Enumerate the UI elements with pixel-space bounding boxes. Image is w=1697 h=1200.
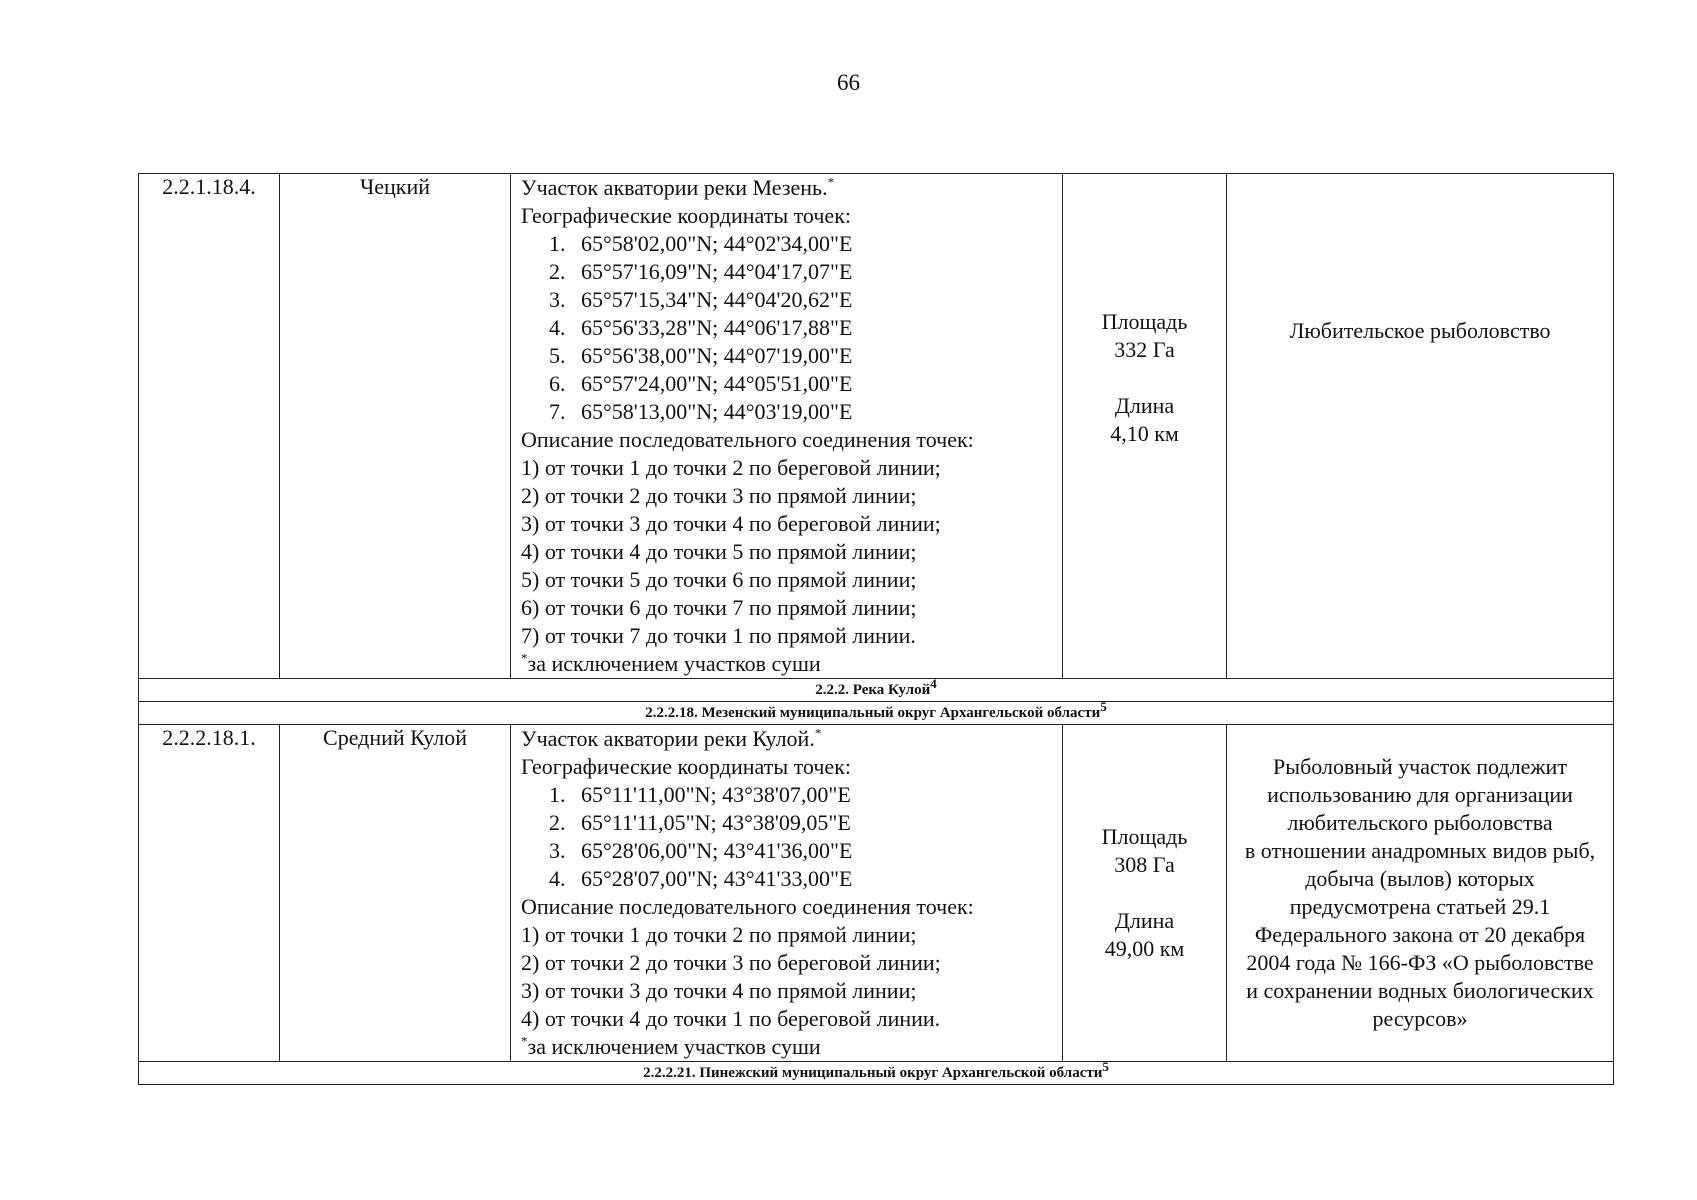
fishing-purpose	[1227, 725, 1614, 1062]
description-title: Участок акватории реки Мезень.*	[521, 174, 835, 200]
site-description	[511, 725, 1063, 1062]
purpose-line: использованию для организации	[1267, 782, 1573, 807]
footnote-marker: *	[521, 1033, 528, 1049]
purpose-line: Любительское рыболовство	[1289, 318, 1551, 343]
coordinate-item: 1. 65°11'11,00"N; 43°38'07,00"E	[549, 782, 851, 807]
connection-item: 3) от точки 3 до точки 4 по береговой линии;	[521, 511, 941, 536]
footnote: *за исключением участков суши	[521, 1033, 821, 1059]
coords-label: Географические координаты точек:	[521, 754, 851, 779]
footnote-marker: 4	[930, 676, 937, 691]
section-header-district	[139, 702, 1614, 725]
section-title: 2.2.2.21. Пинежский муниципальный округ Архангельской области	[643, 1065, 1103, 1081]
area-value: 308 Га	[1114, 852, 1175, 877]
footnote-marker: *	[521, 650, 528, 666]
connections-label: Описание последовательного соединения точек:	[521, 894, 974, 919]
connection-item: 1) от точки 1 до точки 2 по береговой линии;	[521, 455, 941, 480]
section-header-river	[139, 679, 1614, 702]
connection-item: 3) от точки 3 до точки 4 по прямой линии;	[521, 978, 917, 1003]
site-name: Чецкий	[280, 174, 511, 679]
coordinate-item: 4. 65°56'33,28"N; 44°06'17,88"E	[549, 315, 853, 340]
connection-item: 4) от точки 4 до точки 5 по прямой линии;	[521, 539, 917, 564]
area-value: 332 Га	[1114, 337, 1175, 362]
coordinate-item: 3. 65°28'06,00"N; 43°41'36,00"E	[549, 838, 853, 863]
connection-item: 2) от точки 2 до точки 3 по береговой линии;	[521, 950, 941, 975]
coordinate-item: 2. 65°57'16,09"N; 44°04'17,07"E	[549, 259, 853, 284]
length-label: Длина	[1114, 393, 1175, 418]
connection-item: 5) от точки 5 до точки 6 по прямой линии;	[521, 567, 917, 592]
fishing-sites-table	[138, 173, 1614, 1085]
area-label: Площадь	[1101, 309, 1188, 334]
coords-label: Географические координаты точек:	[521, 203, 851, 228]
coordinate-item: 7. 65°58'13,00"N; 44°03'19,00"E	[549, 399, 853, 424]
length-value: 4,10 км	[1110, 421, 1179, 446]
connection-item: 2) от точки 2 до точки 3 по прямой линии;	[521, 483, 917, 508]
footnote-marker: *	[827, 174, 835, 190]
area-label: Площадь	[1101, 824, 1188, 849]
footnote: *за исключением участков суши	[521, 650, 821, 676]
purpose-line: в отношении анадромных видов рыб,	[1244, 838, 1596, 863]
coordinate-item: 6. 65°57'24,00"N; 44°05'51,00"E	[549, 371, 853, 396]
coordinate-item: 3. 65°57'15,34"N; 44°04'20,62"E	[549, 287, 853, 312]
purpose-line: Федерального закона от 20 декабря	[1254, 922, 1586, 947]
connection-item: 7) от точки 7 до точки 1 по прямой линии.	[521, 623, 916, 648]
connection-item: 6) от точки 6 до точки 7 по прямой линии;	[521, 595, 917, 620]
section-header-district	[139, 1062, 1614, 1085]
footnote-marker: 5	[1100, 699, 1107, 714]
section-title: 2.2.2. Река Кулой	[815, 682, 931, 698]
site-name: Средний Кулой	[280, 725, 511, 1062]
purpose-line: предусмотрена статьей 29.1	[1289, 894, 1551, 919]
site-description	[511, 174, 1063, 679]
purpose-line: 2004 года № 166-ФЗ «О рыболовстве	[1246, 950, 1594, 975]
coordinate-item: 1. 65°58'02,00"N; 44°02'34,00"E	[549, 231, 853, 256]
coordinate-item: 5. 65°56'38,00"N; 44°07'19,00"E	[549, 343, 853, 368]
footnote-marker: 5	[1102, 1059, 1109, 1074]
description-title: Участок акватории реки Кулой.*	[521, 725, 822, 751]
connection-item: 4) от точки 4 до точки 1 по береговой линии.	[521, 1006, 941, 1031]
section-title: 2.2.2.18. Мезенский муниципальный округ Архангельской области	[645, 705, 1101, 721]
purpose-line: и сохранении водных биологических	[1246, 978, 1594, 1003]
purpose-line: добыча (вылов) которых	[1305, 866, 1535, 891]
coordinate-item: 4. 65°28'07,00"N; 43°41'33,00"E	[549, 866, 853, 891]
table-row	[139, 725, 1614, 1062]
fishing-purpose	[1227, 174, 1614, 679]
table-row	[139, 174, 1614, 679]
row-number: 2.2.2.18.1.	[139, 725, 280, 1062]
page-number: 66	[837, 70, 860, 95]
site-measurements	[1063, 725, 1227, 1062]
length-label: Длина	[1114, 908, 1175, 933]
row-number: 2.2.1.18.4.	[139, 174, 280, 679]
purpose-line: любительского рыболовства	[1287, 810, 1553, 835]
connection-item: 1) от точки 1 до точки 2 по прямой линии;	[521, 922, 917, 947]
coordinate-item: 2. 65°11'11,05"N; 43°38'09,05"E	[549, 810, 851, 835]
purpose-line: Рыболовный участок подлежит	[1273, 754, 1567, 779]
connections-label: Описание последовательного соединения точек:	[521, 427, 974, 452]
site-measurements	[1063, 174, 1227, 679]
footnote-marker: *	[814, 725, 822, 741]
length-value: 49,00 км	[1104, 936, 1185, 961]
purpose-line: ресурсов»	[1372, 1006, 1468, 1031]
